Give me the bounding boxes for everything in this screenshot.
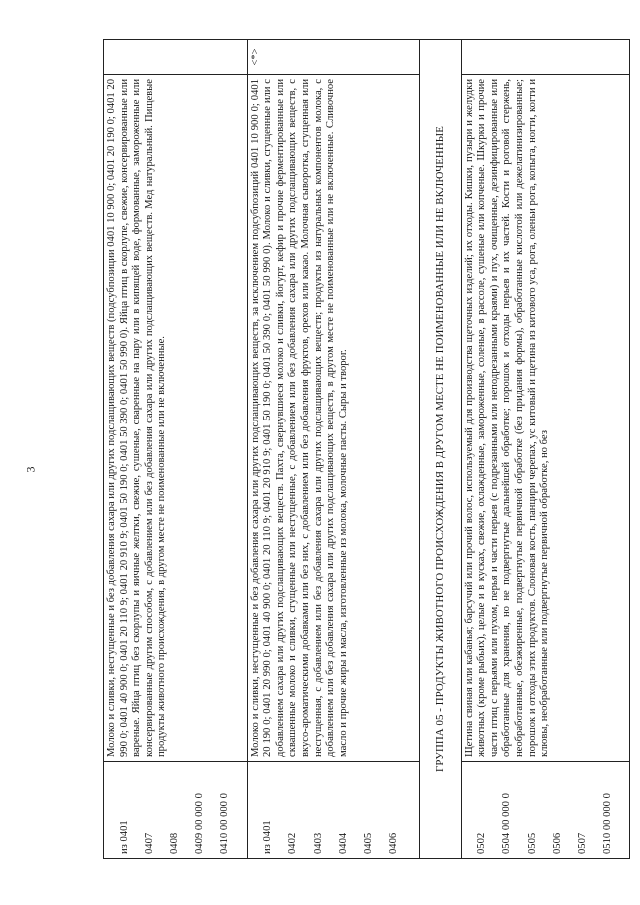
- table-row: [461, 40, 630, 859]
- description-cell: Молоко и сливки, несгущенные и без добавления сахара или других подслащивающих веществ (подсубпозиции 0401 10 900 0; 0401 20 190 0; 0401 20 990 0; 0401 40 900 0; 0401 20 110 9; 0401 20 910 9; 0401 50 190 0; 0401 50 390 0; 0401 50 990 0). Яйца птиц в скорлупе, свежие, консервированные или вареные. Яйца птиц без скорлупы и яичные желтки, свежие, сушеные, сваренные на пару или в кипящей воде, формованные, замороженные или консервированные другим способом, с добавлением или без добавления сахара или других подслащивающих веществ. Мед натуральный. Пищевые продукты животного происхождения, в другом месте не поименованные или не включенные.: [104, 75, 248, 762]
- code: 0404: [337, 832, 349, 854]
- rotated-sheet: [103, 39, 614, 859]
- code: 0502: [476, 832, 488, 854]
- code: 0510 00 000 0: [602, 793, 614, 854]
- code: из 0401: [118, 820, 130, 854]
- code-cell: [247, 762, 419, 859]
- table-row: [104, 40, 248, 859]
- code: из 0401: [262, 820, 274, 854]
- code: 0407: [143, 832, 155, 854]
- code: 0504 00 000 0: [501, 793, 513, 854]
- table-row: [247, 40, 419, 859]
- code-cell: [104, 762, 248, 859]
- code: 0402: [287, 832, 299, 854]
- code: 0505: [526, 832, 538, 854]
- code: 0403: [312, 832, 324, 854]
- code-cell: [461, 762, 630, 859]
- code: 0409 00 000 0: [194, 793, 206, 854]
- code: 0410 00 000 0: [219, 793, 231, 854]
- code: 0507: [576, 832, 588, 854]
- code: 0405: [362, 832, 374, 854]
- product-table: [103, 39, 630, 859]
- description-cell: Молоко и сливки, несгущенные и без добавления сахара или других подслащивающих веществ, за исключением подсубпозиций 0401 10 900 0; 0401 20 190 0; 0401 20 990 0; 0401 40 900 0; 0401 20 110 9; 0401 20 910 9; 0401 50 190 0; 0401 50 390 0; 0401 50 990 0). Молоко и сливки, сгущенные или с добавлением сахара или других подслащивающих веществ. Пахта, свернувшиеся молоко и сливки, йогурт, кефир и прочие ферментированные или сквашенные молоко и сливки, сгущенные или несгущенные, с добавлением или без добавления сахара или других подслащивающих веществ, с вкусо-ароматическими добавками или без них, с добавлением или без добавления фруктов, орехов или какао. Молочная сыворотка, сгущенная или несгущенная, с добавлением или без добавления сахара или других подслащивающих веществ; продукты из натуральных компонентов молока, с добавлением или без добавления сахара или других подслащивающих веществ, в другом месте не поименованные или не включенные. Сливочное масло и прочие жиры и масла, изготовленные из молока, молочные пасты. Сыры и творог.: [247, 75, 419, 762]
- note-cell: [104, 40, 248, 75]
- page-number: 3: [23, 466, 38, 473]
- note-cell: [461, 40, 630, 75]
- group-title: ГРУППА 05 - ПРОДУКТЫ ЖИВОТНОГО ПРОИСХОЖДЕНИЯ В ДРУГОМ МЕСТЕ НЕ ПОИМЕНОВАННЫЕ ИЛИ НЕ ВКЛЮЧЕННЫЕ: [419, 40, 461, 859]
- note-cell: <*>: [247, 40, 419, 75]
- code: 0506: [551, 832, 563, 854]
- rotated-content: [103, 39, 614, 859]
- code: 0408: [168, 832, 180, 854]
- group-row: [419, 40, 461, 859]
- code: 0406: [388, 832, 400, 854]
- description-cell: Щетина свиная или кабанья; барсучий или прочий волос, используемый для производства щеточных изделий; их отходы. Кишки, пузыри и желудки животных (кроме рыбьих), целые и в кусках, свежие, охлажденные, замороженные, соленые, в рассоле, сушеные или копченые. Шкурки и прочие части птиц с перьями или пухом, перья и части перьев (с подрезанными или неподрезанными краями) и пух, очищенные, дезинфицированные или обработанные для хранения, но не подвергнутые дальнейшей обработке; порошок и отходы перьев и их частей. Кости и роговой стержень, необработанные, обезжиренные, подвергнутые первичной обработке (без придания формы), обработанные кислотой или дежелатинизированные; порошок и отходы этих продуктов. Слоновая кость, панцири черепах, ус китовый и щетина из китового уса, рога, оленьи рога, копыта, ногти, когти и клювы, необработанные или подвергнутые первичной обработке, но без: [461, 75, 630, 762]
